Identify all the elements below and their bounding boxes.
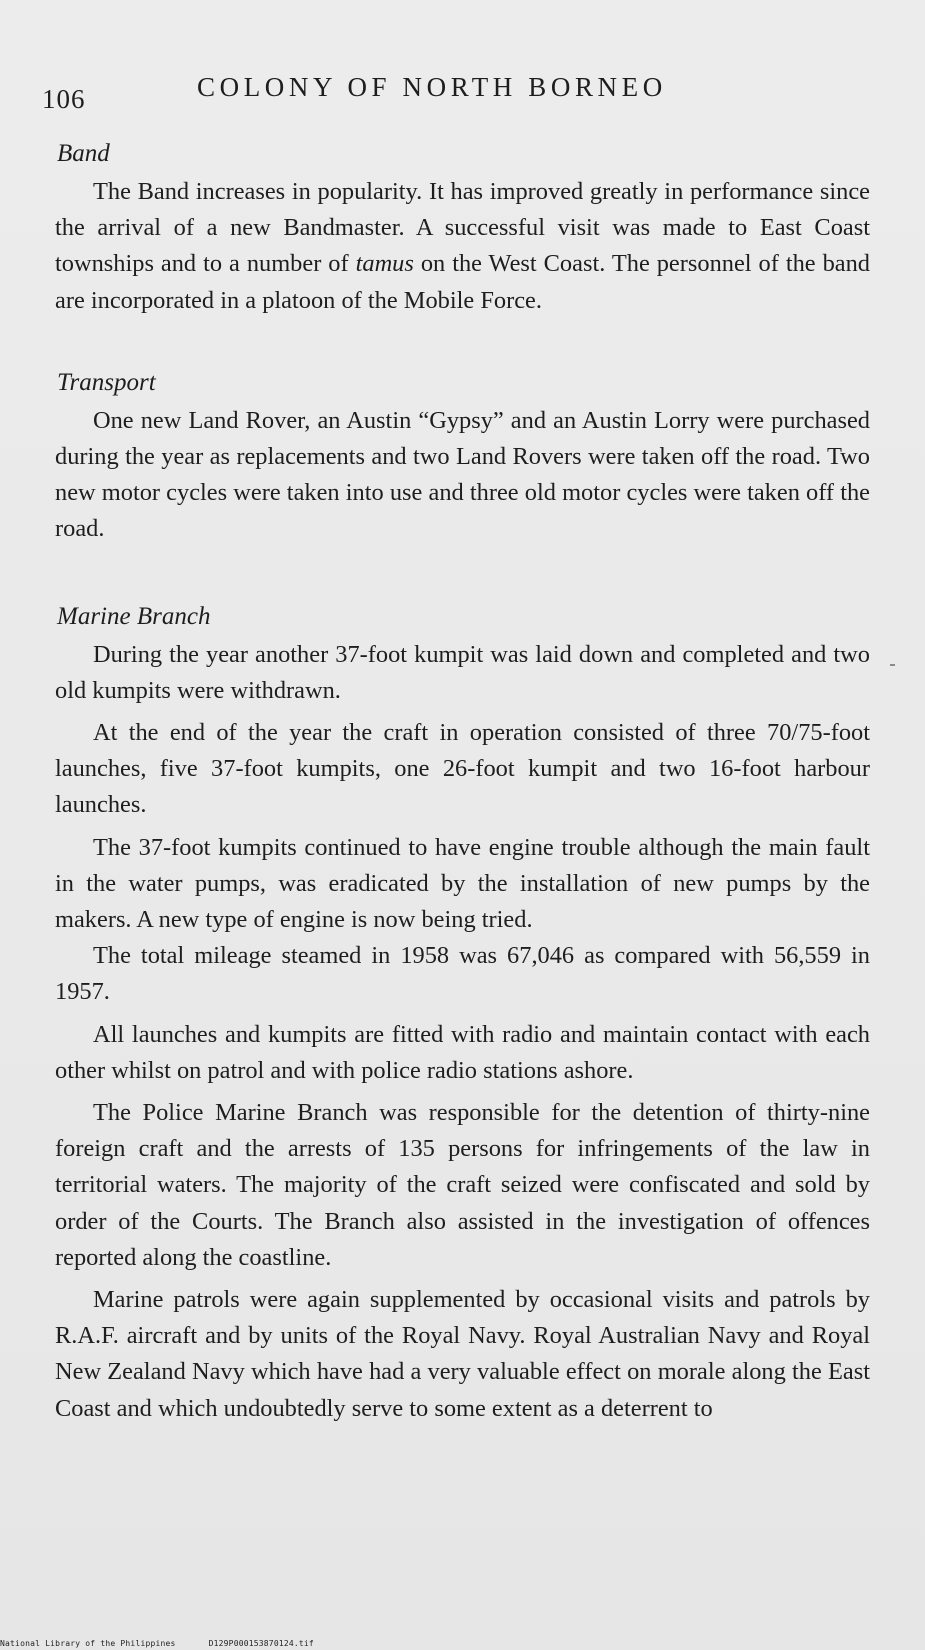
scan-artifact-mark — [890, 664, 895, 666]
band-text-start: The Band increases in popularity. It has improved greatly in performance since the arrival of a new Bandmaster. A successful visit was made to East Coast townships and to a number of — [55, 178, 870, 278]
section-heading-transport: Transport — [57, 368, 156, 396]
transport-paragraph: One new Land Rover, an Austin “Gypsy” and an Austin Lorry were purchased during the year as replacements and two Land Rovers were taken off the road. Two new motor cycles were taken into use and three old motor cycles were taken off the road. — [55, 406, 870, 543]
section-heading-band: Band — [57, 140, 110, 167]
page-header — [42, 72, 862, 112]
band-text-end: on the West Coast. The personnel of the band are incorporated in a platoon of the Mobile Force. — [55, 250, 870, 314]
marine-paragraph-3: The 37-foot kumpits continued to have engine trouble although the main fault in the water pumps, was eradicated by the installation of new pumps by the makers. A new type of engine is now being tried. — [55, 833, 870, 934]
section-band — [55, 140, 870, 319]
footer-file-name: D129P000153870124.tif — [208, 1639, 314, 1648]
page-body — [55, 140, 870, 1427]
marine-paragraph-7: Marine patrols were again supplemented by occasional visits and patrols by R.A.F. aircraft and by units of the Royal Navy. Royal Australian Navy and Royal New Zealand Navy which have had a very valuable effect on morale along the East Coast and which undoubtedly serve to some extent as a deterrent to — [55, 1286, 870, 1422]
marine-paragraph-2: At the end of the year the craft in operation consisted of three 70/75-foot launches, five 37-foot kumpits, one 26-foot kumpit and two 16-foot harbour launches. — [55, 719, 870, 819]
page-number: 106 — [42, 84, 86, 114]
section-transport — [55, 369, 870, 548]
section-heading-marine-branch: Marine Branch — [57, 602, 211, 630]
section-marine-branch — [55, 603, 870, 1427]
band-text-italic: tamus — [355, 250, 414, 278]
running-title: COLONY OF NORTH BORNEO — [197, 72, 667, 102]
marine-paragraph-6: The Police Marine Branch was responsible for the detention of thirty-nine foreign craft and the arrests of 135 persons for infringements of the law in territorial waters. The majority of the craft seized were confiscated and sold by order of the Courts. The Branch also assisted in the investigation of offences reported along the coastline. — [55, 1099, 870, 1271]
footer-library-name: National Library of the Philippines — [0, 1639, 176, 1648]
band-paragraph — [55, 174, 870, 319]
marine-paragraph-1: During the year another 37-foot kumpit was laid down and completed and two old kumpits were withdrawn. — [55, 640, 870, 704]
marine-paragraph-5: All launches and kumpits are fitted with radio and maintain contact with each other whilst on patrol and with police radio stations ashore. — [55, 1020, 870, 1084]
marine-paragraph-4: The total mileage steamed in 1958 was 67,046 as compared with 56,559 in 1957. — [55, 942, 870, 1006]
scan-footer — [0, 1639, 342, 1648]
